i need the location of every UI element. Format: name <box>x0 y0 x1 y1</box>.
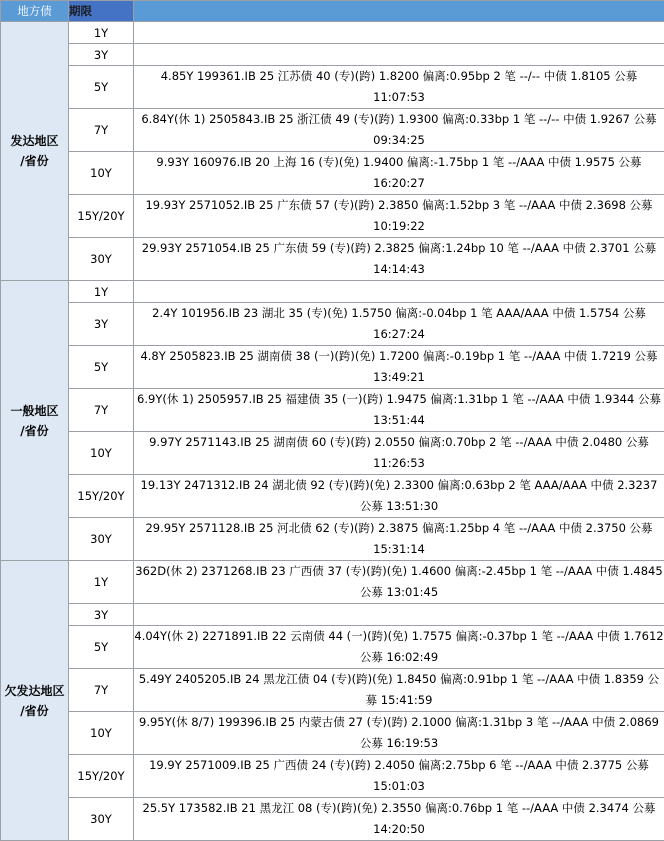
table-row <box>1 626 664 669</box>
table-row <box>1 152 664 195</box>
bond-info-cell: 9.95Y(休 8/7) 199396.IB 25 内蒙古债 27 (专)(跨) 2.1000 偏离:1.31bp 3 笔 --/AAA 中债 2.0869 公募 16:19:53 <box>134 712 664 755</box>
bond-info-cell: 9.93Y 160976.IB 20 上海 16 (专)(免) 1.9400 偏离:-1.75bp 1 笔 --/AAA 中债 1.9575 公募 16:20:27 <box>134 152 664 195</box>
bond-info-cell <box>134 281 664 303</box>
table-row <box>1 712 664 755</box>
term-cell: 30Y <box>69 518 134 561</box>
table-row <box>1 22 664 44</box>
term-cell: 3Y <box>69 44 134 66</box>
header-term: 期限 <box>69 1 134 22</box>
table-row <box>1 798 664 841</box>
term-cell: 10Y <box>69 152 134 195</box>
table-row <box>1 475 664 518</box>
bond-info-cell: 4.04Y(休 2) 2271891.IB 22 云南债 44 (一)(跨)(免) 1.7575 偏离:-0.37bp 1 笔 --/AAA 中债 1.7612 公募 16:02:49 <box>134 626 664 669</box>
term-cell: 15Y/20Y <box>69 195 134 238</box>
term-cell: 1Y <box>69 281 134 303</box>
term-cell: 5Y <box>69 626 134 669</box>
region-cell: 欠发达地区 /省份 <box>1 561 69 841</box>
bond-info-cell: 5.49Y 2405205.IB 24 黑龙江债 04 (专)(跨)(免) 1.8450 偏离:0.91bp 1 笔 --/AAA 中债 1.8359 公募 15:41:59 <box>134 669 664 712</box>
term-cell: 30Y <box>69 798 134 841</box>
table-row <box>1 238 664 281</box>
bond-info-cell: 6.84Y(休 1) 2505843.IB 25 浙江债 49 (专)(跨) 1.9300 偏离:0.33bp 1 笔 --/-- 中债 1.9267 公募 09:34:25 <box>134 109 664 152</box>
table-row <box>1 66 664 109</box>
term-cell: 10Y <box>69 712 134 755</box>
bond-info-cell: 4.8Y 2505823.IB 25 湖南债 38 (一)(跨)(免) 1.7200 偏离:-0.19bp 1 笔 --/AAA 中债 1.7219 公募 13:49:21 <box>134 346 664 389</box>
bond-info-cell <box>134 604 664 626</box>
bond-info-cell: 4.85Y 199361.IB 25 江苏债 40 (专)(跨) 1.8200 偏离:0.95bp 2 笔 --/-- 中债 1.8105 公募 11:07:53 <box>134 66 664 109</box>
region-cell: 一般地区 /省份 <box>1 281 69 561</box>
table-row <box>1 346 664 389</box>
bond-info-cell: 19.93Y 2571052.IB 25 广东债 57 (专)(跨) 2.3850 偏离:1.52bp 3 笔 --/AAA 中债 2.3698 公募 10:19:22 <box>134 195 664 238</box>
term-cell: 10Y <box>69 432 134 475</box>
bond-info-cell: 19.13Y 2471312.IB 24 湖北债 92 (专)(跨)(免) 2.3300 偏离:0.63bp 2 笔 AAA/AAA 中债 2.3237 公募 13:51:30 <box>134 475 664 518</box>
term-cell: 7Y <box>69 669 134 712</box>
term-cell: 15Y/20Y <box>69 475 134 518</box>
table-row <box>1 109 664 152</box>
table-row <box>1 604 664 626</box>
term-cell: 7Y <box>69 109 134 152</box>
table-row <box>1 44 664 66</box>
term-cell: 5Y <box>69 346 134 389</box>
term-cell: 1Y <box>69 561 134 604</box>
table-row <box>1 303 664 346</box>
bond-info-cell <box>134 22 664 44</box>
bond-info-cell: 9.97Y 2571143.IB 25 湖南债 60 (专)(跨) 2.0550 偏离:0.70bp 2 笔 --/AAA 中债 2.0480 公募 11:26:53 <box>134 432 664 475</box>
region-cell: 发达地区 /省份 <box>1 22 69 281</box>
table-row <box>1 195 664 238</box>
header-info <box>134 1 664 22</box>
table-row <box>1 281 664 303</box>
term-cell: 7Y <box>69 389 134 432</box>
term-cell: 1Y <box>69 22 134 44</box>
header-row <box>1 1 664 22</box>
table-row <box>1 518 664 561</box>
bond-info-cell: 29.95Y 2571128.IB 25 河北债 62 (专)(跨) 2.3875 偏离:1.25bp 4 笔 --/AAA 中债 2.3750 公募 15:31:14 <box>134 518 664 561</box>
term-cell: 3Y <box>69 303 134 346</box>
term-cell: 5Y <box>69 66 134 109</box>
term-cell: 30Y <box>69 238 134 281</box>
bond-info-cell: 29.93Y 2571054.IB 25 广东债 59 (专)(跨) 2.3825 偏离:1.24bp 10 笔 --/AAA 中债 2.3701 公募 14:14:43 <box>134 238 664 281</box>
bond-info-cell: 362D(休 2) 2371268.IB 23 广西债 37 (专)(跨)(免) 1.4600 偏离:-2.45bp 1 笔 --/AAA 中债 1.4845 公募 13:01:45 <box>134 561 664 604</box>
bond-info-cell: 25.5Y 173582.IB 21 黑龙江 08 (专)(跨)(免) 2.3550 偏离:0.76bp 1 笔 --/AAA 中债 2.3474 公募 14:20:50 <box>134 798 664 841</box>
table-row <box>1 669 664 712</box>
bond-info-cell: 6.9Y(休 1) 2505957.IB 25 福建债 35 (一)(跨) 1.9475 偏离:1.31bp 1 笔 --/AAA 中债 1.9344 公募 13:51:44 <box>134 389 664 432</box>
bond-info-cell <box>134 44 664 66</box>
term-cell: 15Y/20Y <box>69 755 134 798</box>
table-row <box>1 432 664 475</box>
term-cell: 3Y <box>69 604 134 626</box>
bond-info-cell: 2.4Y 101956.IB 23 湖北 35 (专)(免) 1.5750 偏离:-0.04bp 1 笔 AAA/AAA 中债 1.5754 公募 16:27:24 <box>134 303 664 346</box>
table-row <box>1 755 664 798</box>
bond-info-cell: 19.9Y 2571009.IB 25 广西债 24 (专)(跨) 2.4050 偏离:2.75bp 6 笔 --/AAA 中债 2.3775 公募 15:01:03 <box>134 755 664 798</box>
table-row <box>1 561 664 604</box>
header-region: 地方债 <box>1 1 69 22</box>
table-row <box>1 389 664 432</box>
